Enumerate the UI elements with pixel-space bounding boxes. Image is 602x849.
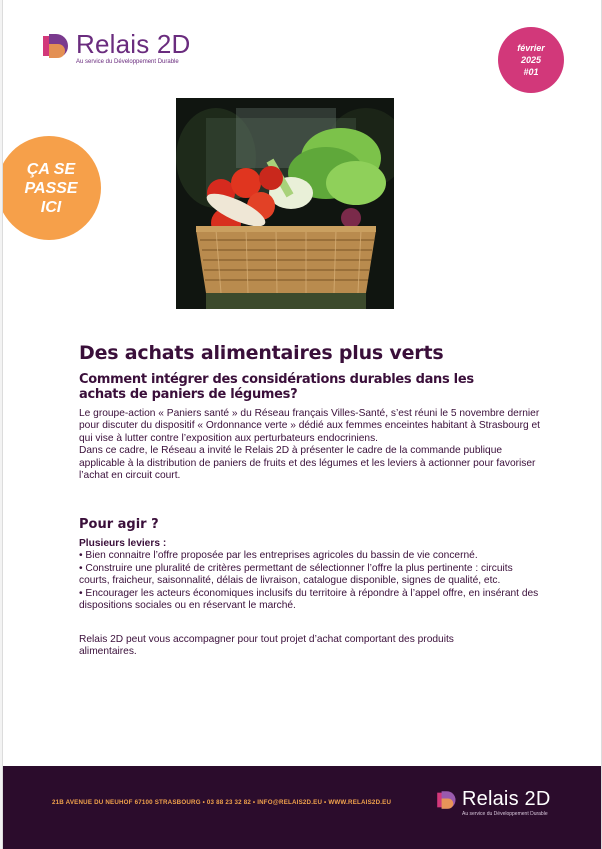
section-badge-line: PASSE xyxy=(24,179,78,197)
intro-paragraph: Dans ce cadre, le Réseau a invité le Relais 2D à présenter le cadre de la commande publique applicable à la distribution de paniers de fruits et des légumes et les leviers à actionner pour favoriser l’achat en circuit court. xyxy=(79,445,536,482)
logo-tagline: Au service du Développement Durable xyxy=(76,59,179,65)
article-subtitle: Comment intégrer des considérations durables dans les achats de paniers de légumes? xyxy=(79,372,474,402)
date-year: 2025 xyxy=(520,55,542,65)
section-badge-line: ÇA SE xyxy=(26,160,76,178)
date-badge xyxy=(498,27,564,93)
newsletter-page xyxy=(2,0,602,849)
lever-item: • Encourager les acteurs économiques inclusifs du territoire à répondre à l’appel offre, en insérant des dispositions sociales ou en réservant le marché. xyxy=(79,587,539,612)
relais2d-logo xyxy=(40,30,191,65)
action-heading: Pour agir ? xyxy=(79,517,159,532)
levers-title: Plusieurs leviers : xyxy=(79,538,167,549)
footer xyxy=(3,766,601,849)
levers-list xyxy=(79,538,541,612)
date-month: février xyxy=(517,43,545,53)
logo-name: Relais 2D xyxy=(76,29,191,59)
footer-logo-tagline: Au service du Développement Durable xyxy=(462,811,548,817)
intro-paragraph: Le groupe-action « Paniers santé » du Réseau français Villes-Santé, s’est réuni le 5 novembre dernier pour discuter du dispositif « Ordonnance verte » dédié aux femmes enceintes habitant à Strasbourg et qui vise à lutter contre l’exposition aux perturbateurs endocriniens. xyxy=(79,408,540,444)
footer-logo xyxy=(435,788,551,817)
section-badge-line: ICI xyxy=(40,198,62,216)
footer-contact: 21B AVENUE DU NEUHOF 67100 STRASBOURG • 03 88 23 32 82 • INFO@RELAIS2D.EU • WWW.RELAIS2D.EU xyxy=(52,799,392,806)
article-intro xyxy=(79,408,541,482)
closing-paragraph: Relais 2D peut vous accompagner pour tout projet d’achat comportant des produits alimentaires. xyxy=(79,634,454,658)
section-badge xyxy=(2,136,101,240)
vegetable-basket-photo xyxy=(176,98,394,309)
logo-mark-icon xyxy=(40,30,70,62)
article-title: Des achats alimentaires plus verts xyxy=(79,342,444,364)
footer-logo-mark-icon xyxy=(435,788,457,812)
lever-item: • Construire une pluralité de critères permettant de sélectionner l’offre la plus pertinente : circuits courts, fraicheur, saisonnalité, délais de livraison, catalogue disponible, signes de qualité, etc. xyxy=(79,562,513,587)
issue-number: #01 xyxy=(523,67,539,77)
footer-logo-name: Relais 2D xyxy=(462,788,551,810)
lever-item: • Bien connaitre l’offre proposée par les entreprises agricoles du bassin de vie concerné. xyxy=(79,550,478,562)
